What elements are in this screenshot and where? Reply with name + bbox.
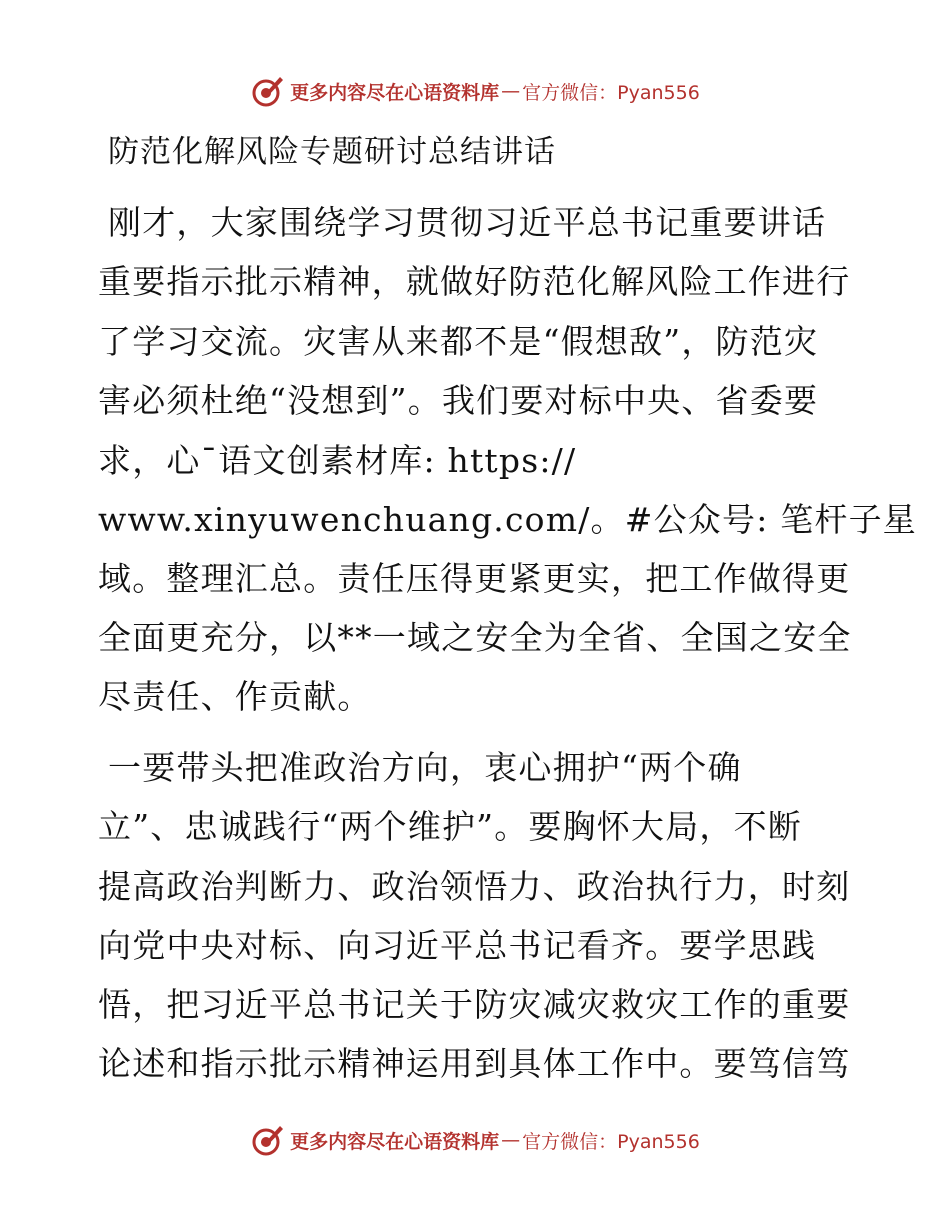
paragraph-line: 求，心¯语文创素材库: https:// (98, 441, 577, 480)
banner-separator: — (501, 80, 521, 102)
paragraph-line: 向党中央对标、向习近平总书记看齐。要学思践 (98, 926, 817, 965)
paragraph-line: 域。整理汇总。责任压得更紧更实，把工作做得更 (98, 559, 851, 598)
banner-separator: — (501, 1129, 521, 1151)
paragraph-line: 重要指示批示精神，就做好防范化解风险工作进行 (98, 262, 851, 301)
footer-watermark-banner (0, 1120, 950, 1160)
document-title: 防范化解风险专题研讨总结讲话 (108, 134, 556, 170)
paragraph-line: 全面更充分，以**一域之安全为全省、全国之安全 (98, 618, 852, 657)
banner-text: 更多内容尽在心语资料库 (290, 1130, 500, 1153)
header-watermark-banner (0, 71, 950, 111)
pen-logo-icon (250, 73, 286, 109)
paragraph-line: 一要带头把准政治方向，衷心拥护“两个确 (108, 748, 742, 787)
pen-logo-icon (250, 1122, 286, 1158)
paragraph-line: 尽责任、作贡献。 (98, 677, 372, 716)
banner-contact: 官方微信：Pyan556 (522, 81, 700, 104)
paragraph-line: 悟，把习近平总书记关于防灾减灾救灾工作的重要 (98, 985, 851, 1024)
paragraph-line: 刚才，大家围绕学习贯彻习近平总书记重要讲话 (108, 203, 827, 242)
paragraph-line: 论述和指示批示精神运用到具体工作中。要笃信笃 (98, 1044, 851, 1083)
paragraph-line: 提高政治判断力、政治领悟力、政治执行力，时刻 (98, 867, 851, 906)
paragraph-line: 害必须杜绝“没想到”。我们要对标中央、省委要 (98, 381, 819, 420)
paragraph-line: 立”、忠诚践行“两个维护”。要胸怀大局，不断 (98, 807, 803, 846)
paragraph-line: 了学习交流。灾害从来都不是“假想敌”，防范灾 (98, 322, 819, 361)
banner-text: 更多内容尽在心语资料库 (290, 81, 500, 104)
paragraph-line: www.xinyuwenchuang.com/。#公众号: 笔杆子星 (98, 500, 918, 539)
banner-contact: 官方微信：Pyan556 (522, 1130, 700, 1153)
